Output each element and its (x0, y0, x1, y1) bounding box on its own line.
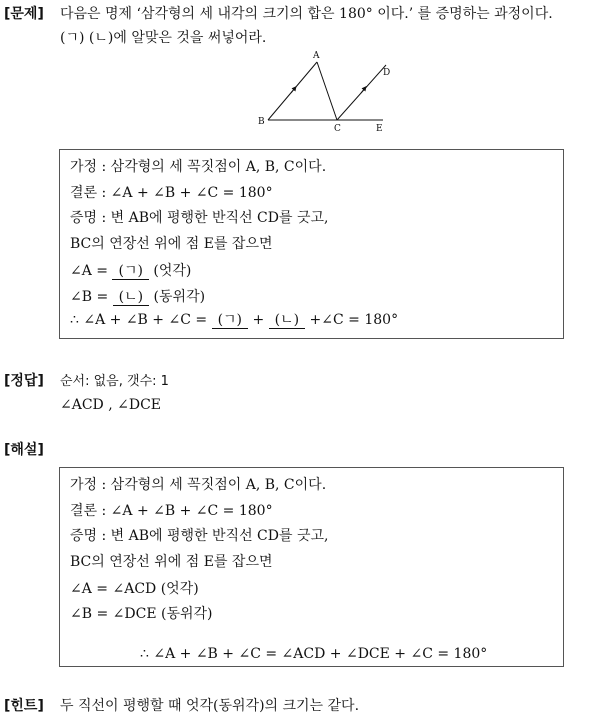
explain-assumption: 가정 : 삼각형의 세 꼭짓점이 A, B, C이다. (70, 477, 327, 493)
angle-b-label: ∠B = (70, 289, 113, 305)
explanation-tag: [해설] (4, 442, 44, 458)
angle-b-reason: (동위각) (149, 289, 206, 305)
problem-tag: [문제] (4, 6, 44, 22)
angle-a-label: ∠A = (70, 263, 113, 279)
point-d-label: D (383, 68, 391, 78)
explain-angle-a: ∠A = ∠ACD (엇각) (70, 581, 199, 597)
segment-ac (317, 62, 337, 120)
answer-value: ∠ACD , ∠DCE (60, 397, 162, 413)
parallel-mark-ab (291, 88, 295, 93)
hint-text: 두 직선이 평행할 때 엇각(동위각)의 크기는 같다. (60, 698, 360, 714)
explain-step1: 증명 : 변 AB에 평행한 반직선 CD를 긋고, (70, 528, 329, 544)
problem-statement-line2: (ㄱ) (ㄴ)에 알맞은 것을 써넣어라. (60, 30, 267, 46)
problem-statement-line1: 다음은 명제 ‘삼각형의 세 내각의 크기의 합은 180° 이다.’ 를 증명하는 과정이다. (60, 6, 553, 22)
blank-nieun: (ㄴ) (113, 289, 149, 306)
parallel-mark-cd (361, 88, 365, 93)
explain-conclusion: 결론 : ∠A + ∠B + ∠C = 180° (70, 503, 273, 519)
answer-meta: 순서: 없음, 갯수: 1 (60, 374, 169, 389)
proof-assumption: 가정 : 삼각형의 세 꼭짓점이 A, B, C이다. (70, 159, 327, 175)
point-a-label: A (313, 51, 320, 61)
blank-giyeok: (ㄱ) (112, 263, 148, 280)
angle-a-reason: (엇각) (148, 263, 192, 279)
sum-label: ∴ ∠A + ∠B + ∠C = (70, 312, 212, 328)
proof-sum (70, 312, 398, 329)
proof-angle-b (70, 286, 205, 306)
point-e-label: E (376, 124, 383, 134)
answer-tag: [정답] (4, 373, 44, 389)
point-c-label: C (334, 124, 341, 134)
point-b-label: B (258, 117, 265, 127)
sum-tail: +∠C = 180° (305, 312, 399, 328)
proof-conclusion: 결론 : ∠A + ∠B + ∠C = 180° (70, 185, 273, 201)
explain-sum: ∴ ∠A + ∠B + ∠C = ∠ACD + ∠DCE + ∠C = 180° (140, 646, 488, 662)
proof-step1: 증명 : 변 AB에 평행한 반직선 CD를 긋고, (70, 210, 329, 226)
explain-angle-b: ∠B = ∠DCE (동위각) (70, 606, 213, 622)
explanation-proof-box (59, 467, 564, 667)
sum-blank-nieun: (ㄴ) (269, 312, 305, 329)
sum-blank-giyeok: (ㄱ) (212, 312, 248, 329)
explain-step2: BC의 연장선 위에 점 E를 잡으면 (70, 554, 273, 570)
proof-step2: BC의 연장선 위에 점 E를 잡으면 (70, 236, 273, 252)
problem-proof-box (59, 149, 564, 339)
sum-plus: + (248, 312, 269, 328)
hint-tag: [힌트] (4, 698, 44, 714)
proof-angle-a (70, 260, 191, 280)
triangle-figure (255, 48, 395, 136)
